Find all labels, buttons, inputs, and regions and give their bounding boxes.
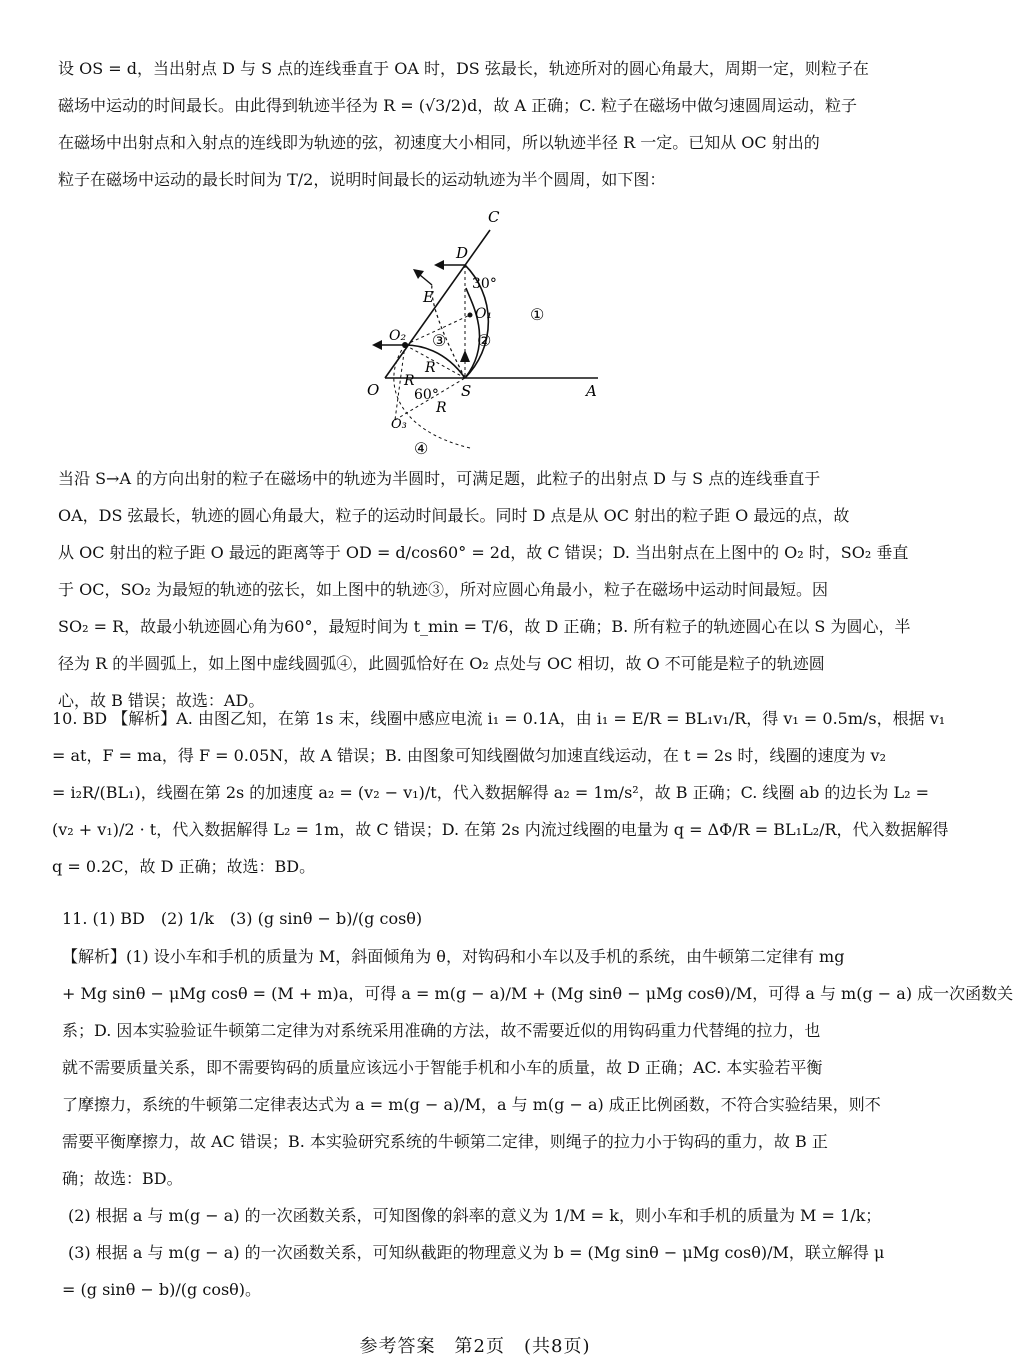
label-e: E (423, 288, 434, 306)
label-r: R (425, 360, 436, 376)
text-line: (v₂ + v₁)/2 · t，代入数据解得 L₂ = 1m，故 C 错误；D. 在第 2s 内流过线圈的电量为 q = ΔΦ/R = BL₁L₂/R，代入数据解得 (52, 820, 949, 839)
text-line: 就不需要质量关系，即不需要钩码的质量应该远小于智能手机和小车的质量，故 D 正确；AC. 本实验若平衡 (62, 1058, 823, 1077)
axis-oc (385, 230, 493, 378)
label-d: D (456, 244, 469, 262)
text-line: = (g sinθ − b)/(g cosθ)。 (62, 1280, 262, 1299)
text-line: 设 OS = d，当出射点 D 与 S 点的连线垂直于 OA 时，DS 弦最长，轨迹所对的圆心角最大，周期一定，则粒子在 (58, 59, 869, 78)
text-line: 在磁场中出射点和入射点的连线即为轨迹的弦，初速度大小相同，所以轨迹半径 R 一定。已知从 OC 射出的 (58, 133, 820, 152)
text-line: 当沿 S→A 的方向出射的粒子在磁场中的轨迹为半圆时，可满足题，此粒子的出射点 D 与 S 点的连线垂直于 (58, 469, 821, 488)
text-line: 磁场中运动的时间最长。由此得到轨迹半径为 R = (√3/2)d，故 A 正确；C. 粒子在磁场中做匀速圆周运动，粒子 (58, 96, 857, 115)
label-o2: O₂ (389, 328, 407, 344)
label-r: R (404, 373, 415, 389)
text-line: (2) 根据 a 与 m(g − a) 的一次函数关系，可知图像的斜率的意义为 1/M = k，则小车和手机的质量为 M = 1/k； (68, 1206, 882, 1225)
label-s: S (461, 382, 472, 400)
question-10 (52, 700, 949, 885)
text-line: 需要平衡摩擦力，故 AC 错误；B. 本实验研究系统的牛顿第二定律，则绳子的拉力小于钩码的重力，故 B 正 (62, 1132, 828, 1151)
paragraph-intro (58, 50, 910, 198)
page-footer: 参考答案 第2页 (共8页) (359, 1336, 591, 1357)
text-line: 径为 R 的半圆弧上，如上图中虚线圆弧④，此圆弧恰好在 O₂ 点处与 OC 相切，故 O 不可能是粒子的轨迹圆 (58, 654, 825, 673)
text-line: SO₂ = R，故最小轨迹圆心角为60°，最短时间为 t_min = T/6，故 D 正确；B. 所有粒子的轨迹圆心在以 S 为圆心，半 (58, 617, 911, 636)
label-r: R (436, 400, 447, 416)
text-line: 粒子在磁场中运动的最长时间为 T/2，说明时间最长的运动轨迹为半个圆周，如下图： (58, 170, 666, 189)
text-line: 从 OC 射出的粒子距 O 最远的距离等于 OD = d/cos60° = 2d，故 C 错误；D. 当出射点在上图中的 O₂ 时，SO₂ 垂直 (58, 543, 909, 562)
text-line: OA，DS 弦最长，轨迹的圆心角最大，粒子的运动时间最长。同时 D 点是从 OC 射出的粒子距 O 最远的点，故 (58, 506, 850, 525)
text-line: 【解析】(1) 设小车和手机的质量为 M，斜面倾角为 θ，对钩码和小车以及手机的系统，由牛顿第二定律有 mg (62, 947, 845, 966)
label-o: O (367, 381, 380, 399)
text-line: q = 0.2C，故 D 正确；故选：BD。 (52, 857, 316, 876)
question-11-analysis (62, 938, 1013, 1308)
label-trajectory-1: ① (530, 305, 545, 324)
label-30deg: 30° (472, 276, 497, 292)
text-line: + Mg sinθ − μMg cosθ = (M + m)a，可得 a = m(g − a)/M + (Mg sinθ − μMg cosθ)/M，可得 a 与 m(g − a) 成一次函数关 (62, 984, 1013, 1003)
text-line: 了摩擦力，系统的牛顿第二定律表达式为 a = m(g − a)/M，a 与 m(g − a) 成正比例函数，不符合实验结果，则不 (62, 1095, 881, 1114)
label-trajectory-3: ③ (432, 331, 447, 350)
trajectory-diagram (355, 205, 615, 460)
label-c: C (488, 208, 500, 226)
text-line: = i₂R/(BL₁)，线圈在第 2s 的加速度 a₂ = (v₂ − v₁)/t，代入数据解得 a₂ = 1m/s²，故 B 正确；C. 线圈 ab 的边长为 L₂ = (52, 783, 930, 802)
text-line: 确；故选：BD。 (62, 1169, 183, 1188)
label-trajectory-2: ② (477, 331, 492, 350)
question-11-answer: 11. (1) BD (2) 1/k (3) (g sinθ − b)/(g cosθ) (62, 909, 423, 928)
text-line: 心，故 B 错误；故选：AD。 (58, 691, 265, 710)
text-line: 于 OC，SO₂ 为最短的轨迹的弦长，如上图中的轨迹③，所对应圆心角最小，粒子在磁场中运动时间最短。因 (58, 580, 829, 599)
text-line: = at，F = ma，得 F = 0.05N，故 A 错误；B. 由图象可知线圈做匀加速直线运动，在 t = 2s 时，线圈的速度为 v₂ (52, 746, 887, 765)
label-60deg: 60° (414, 387, 439, 403)
label-o3: O₃ (391, 417, 407, 432)
text-line: 系；D. 因本实验验证牛顿第二定律为对系统采用准确的方法，故不需要近似的用钩码重力代替绳的拉力，也 (62, 1021, 821, 1040)
text-line: 10. BD 【解析】A. 由图乙知，在第 1s 末，线圈中感应电流 i₁ = 0.1A，由 i₁ = E/R = BL₁v₁/R，得 v₁ = 0.5m/s，根据 v₁ (52, 709, 946, 728)
label-trajectory-4: ④ (414, 439, 429, 458)
paragraph-analysis (58, 460, 910, 719)
text-line: (3) 根据 a 与 m(g − a) 的一次函数关系，可知纵截距的物理意义为 b = (Mg sinθ − μMg cosθ)/M，联立解得 μ (68, 1243, 885, 1262)
label-o1: O₁ (475, 306, 493, 322)
label-a: A (586, 382, 597, 400)
